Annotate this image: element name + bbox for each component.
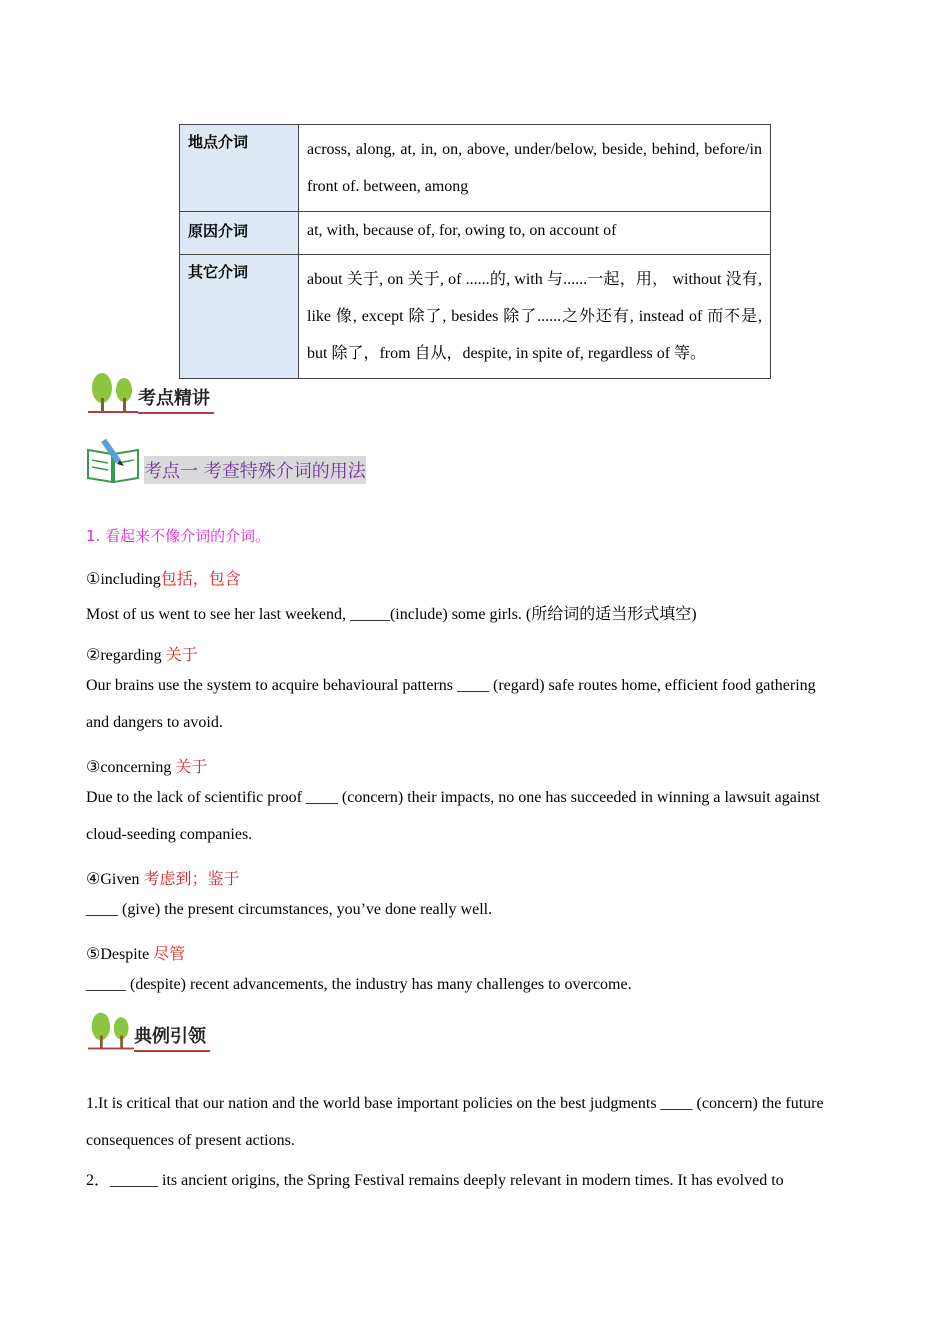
example-line: 1.It is critical that our nation and the world base important policies on the best judgments ____ (concern) the future [86,1095,824,1112]
item-heading [86,866,239,889]
tree-icon [88,1010,134,1052]
item-word: ①including [86,571,161,588]
row-content: across, along, at, in, on, above, under/below, beside, behind, before/in front of. between, among [299,125,771,212]
item-example: cloud-seeding companies. [86,826,253,843]
book-pencil-icon [86,436,140,484]
section-header-examples [88,1010,210,1052]
section-header-key-points [88,372,214,414]
row-content: about 关于, on 关于, of ......的, with 与......一起，用， without 没有, like 像, except 除了, besides 除了......之外还有, instead of 而不是, but 除了，from 自从，despite, in spite of, regardless of 等。 [299,255,771,379]
item-heading [86,642,198,665]
item-meaning: 尽管 [153,946,186,963]
item-example: Our brains use the system to acquire behavioural patterns ____ (regard) safe routes home, efficient food gathering [86,677,816,694]
item-word: ④Given [86,871,140,888]
item-meaning: 包括，包含 [160,571,241,588]
table-row [180,125,771,212]
item-heading [86,754,207,777]
row-content: at, with, because of, for, owing to, on account of [299,212,771,255]
item-example: _____ (despite) recent advancements, the industry has many challenges to overcome. [86,976,632,993]
item-example: Due to the lack of scientific proof ____ (concern) their impacts, no one has succeeded in winning a lawsuit against [86,789,820,806]
section-title: 典例引领 [134,1022,210,1052]
tree-icon [88,372,138,414]
item-example: and dangers to avoid. [86,714,223,731]
row-category: 其它介词 [180,255,299,379]
item-heading [86,566,241,589]
item-meaning: 关于 [175,759,208,776]
item-example: Most of us went to see her last weekend, _____(include) some girls. (所给词的适当形式填空) [86,606,697,623]
example-line: consequences of present actions. [86,1132,295,1149]
item-meaning: 考虑到；鉴于 [143,871,240,888]
item-meaning: 关于 [165,647,198,664]
item-example: ____ (give) the present circumstances, you’ve done really well. [86,901,493,918]
subsection-title: 考点一 考查特殊介词的用法 [144,456,366,484]
table-row [180,212,771,255]
table-row [180,255,771,379]
example-line: 2．______ its ancient origins, the Spring Festival remains deeply relevant in modern times. It has evolved to [86,1172,784,1189]
preposition-table [179,124,771,379]
row-category: 地点介词 [180,125,299,212]
point-title: 1. 看起来不像介词的介词。 [86,527,271,545]
item-word: ②regarding [86,647,162,664]
section-title: 考点精讲 [138,384,214,414]
item-heading [86,941,185,964]
row-category: 原因介词 [180,212,299,255]
item-word: ③concerning [86,759,172,776]
subsection-header [86,436,366,484]
item-word: ⑤Despite [86,946,150,963]
